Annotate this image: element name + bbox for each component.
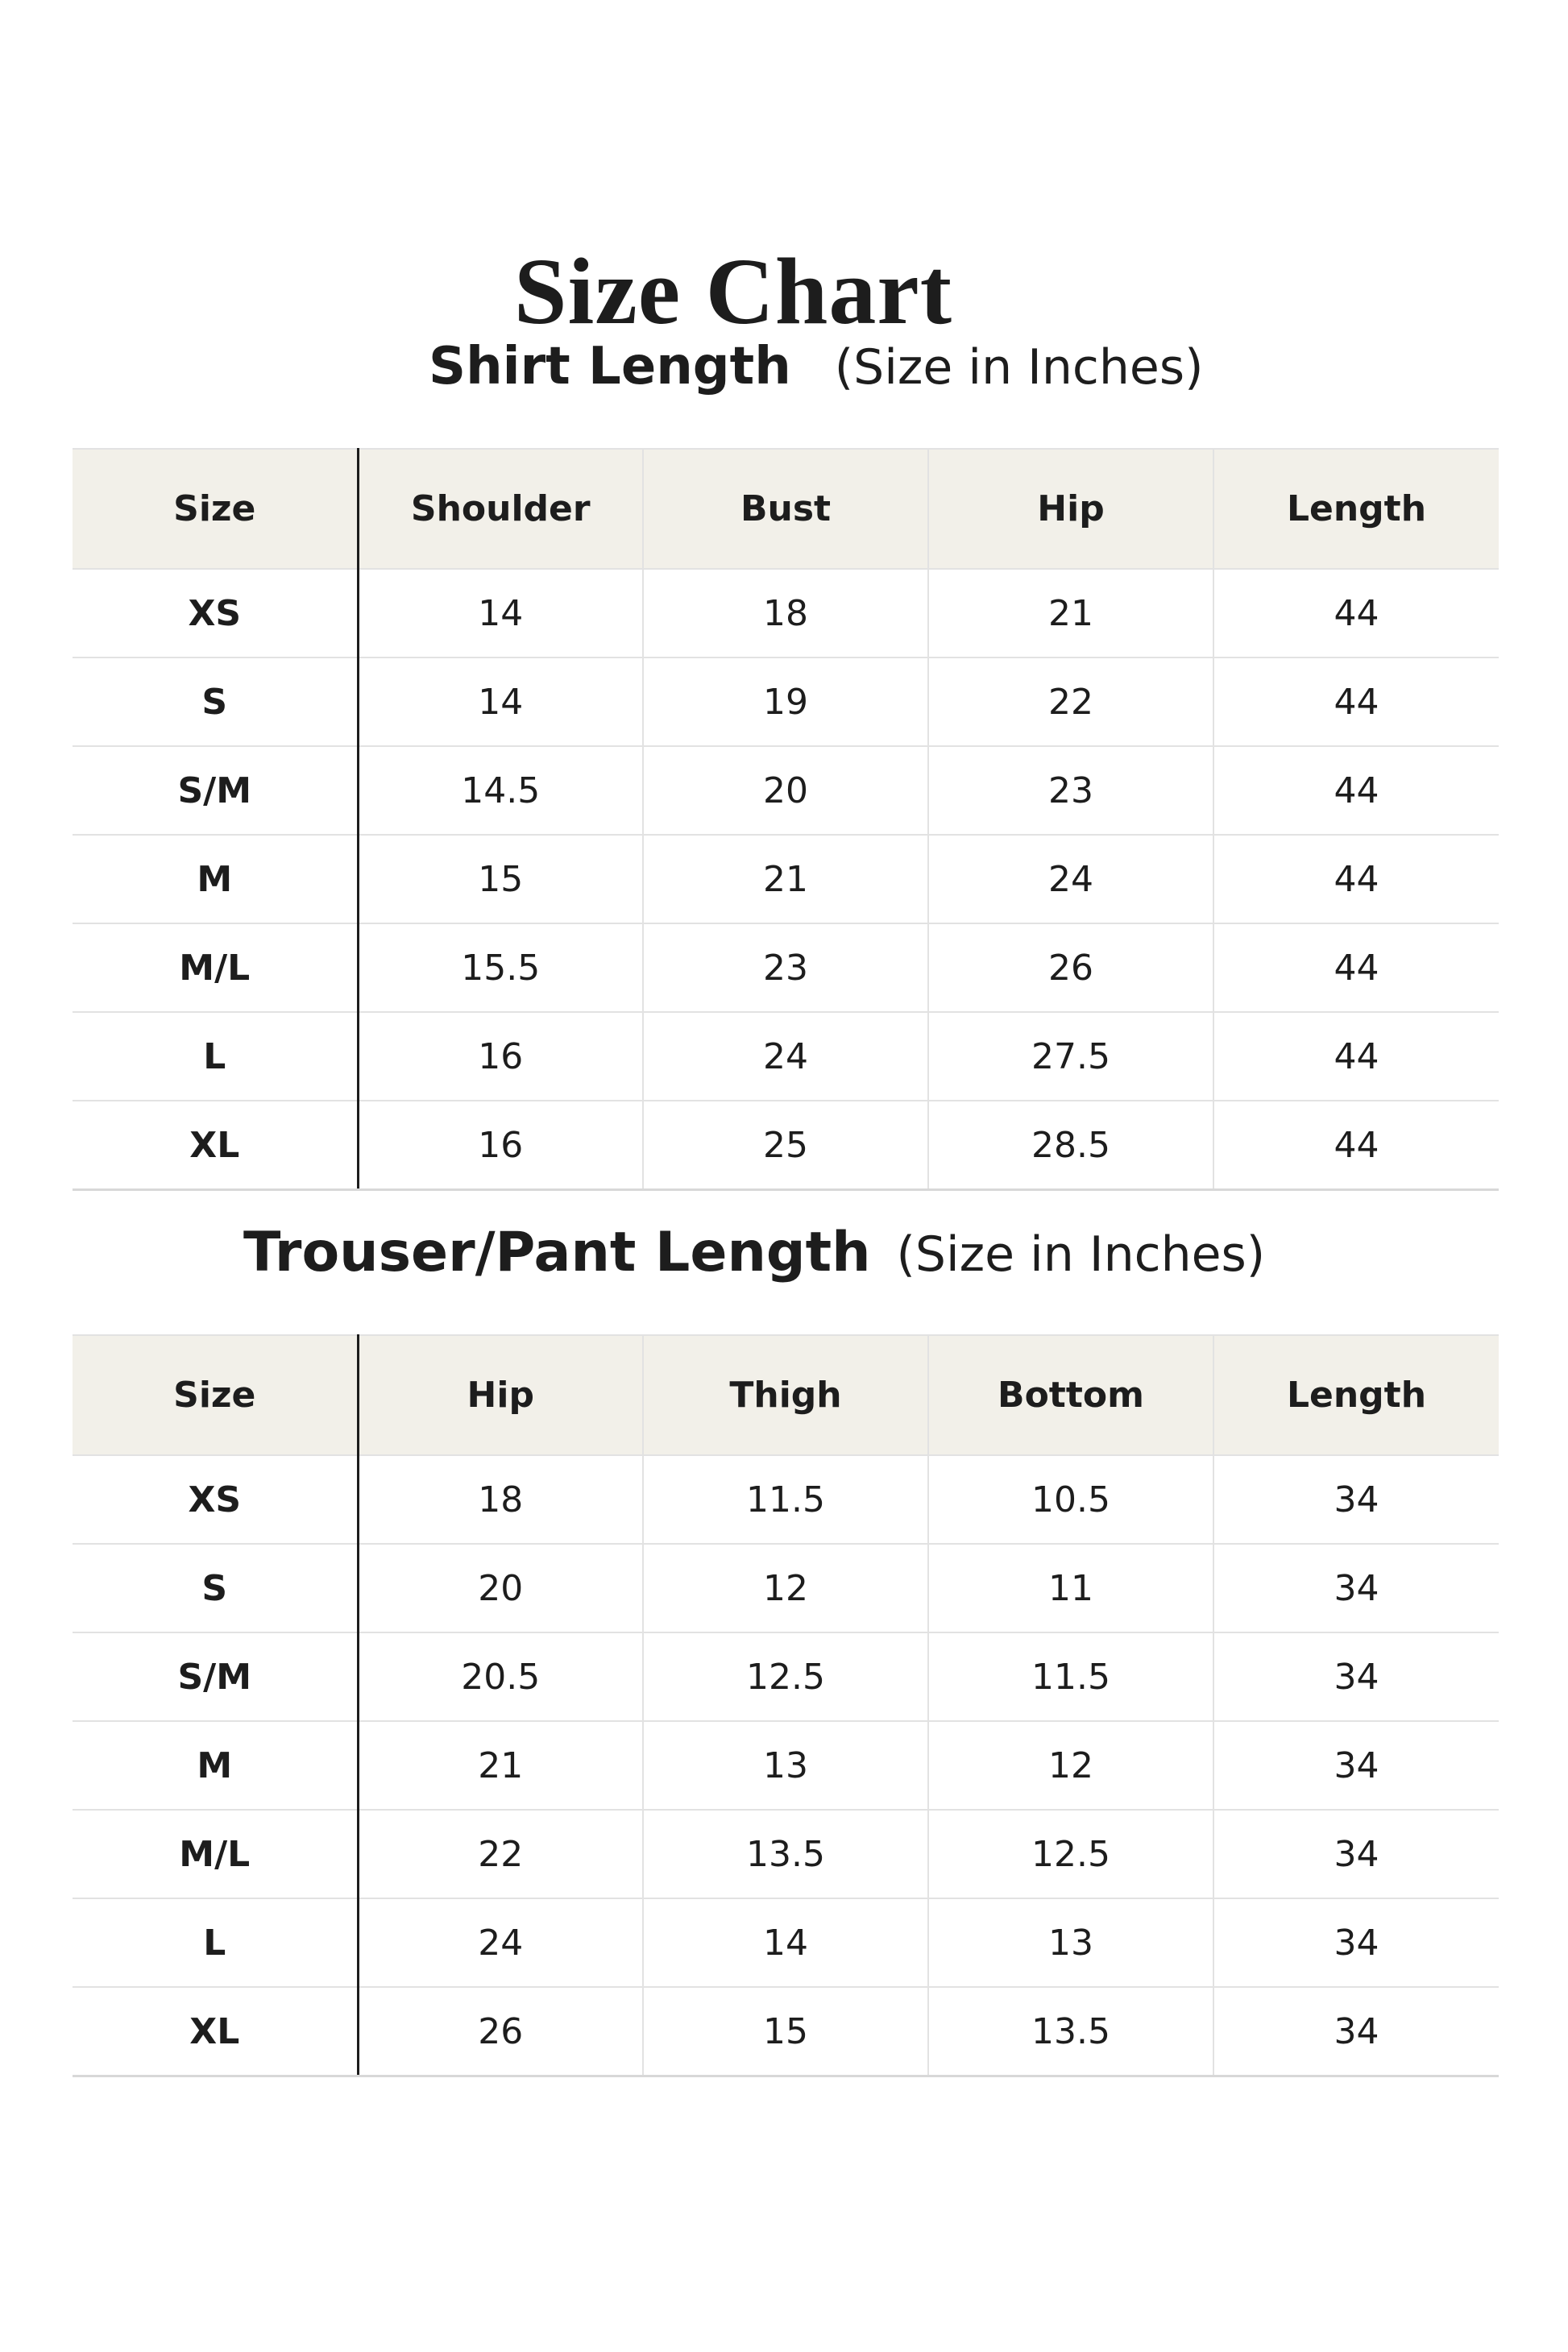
bust-cell: 23 <box>643 923 928 1012</box>
hip-cell: 26 <box>358 1987 643 2076</box>
page-title: Size Chart <box>513 239 953 344</box>
shirt-section-heading <box>429 337 1203 396</box>
length-cell: 44 <box>1213 1101 1499 1190</box>
bottom-cell: 11 <box>928 1544 1213 1632</box>
size-label-cell: M <box>73 835 358 923</box>
shoulder-cell: 14.5 <box>358 746 643 835</box>
shirt-size-table <box>73 448 1499 1191</box>
bottom-cell: 13.5 <box>928 1987 1213 2076</box>
table-row <box>73 1455 1499 1544</box>
thigh-cell: 13 <box>643 1721 928 1810</box>
size-label-cell: XS <box>73 1455 358 1544</box>
hip-cell: 20 <box>358 1544 643 1632</box>
table-row <box>73 569 1499 657</box>
table-row <box>73 1987 1499 2076</box>
thigh-cell: 12.5 <box>643 1632 928 1721</box>
length-cell: 44 <box>1213 569 1499 657</box>
length-cell: 34 <box>1213 1898 1499 1987</box>
bust-cell: 20 <box>643 746 928 835</box>
table-row <box>73 657 1499 746</box>
hip-cell: 24 <box>928 835 1213 923</box>
bottom-cell: 12.5 <box>928 1810 1213 1898</box>
hip-cell: 26 <box>928 923 1213 1012</box>
length-cell: 34 <box>1213 1810 1499 1898</box>
size-label-cell: S <box>73 1544 358 1632</box>
length-cell: 44 <box>1213 835 1499 923</box>
shoulder-cell: 16 <box>358 1012 643 1101</box>
hip-cell: 23 <box>928 746 1213 835</box>
size-label-cell: XS <box>73 569 358 657</box>
table-row <box>73 1632 1499 1721</box>
hip-cell: 22 <box>928 657 1213 746</box>
length-cell: 34 <box>1213 1721 1499 1810</box>
shirt-heading-title: Shirt Length <box>429 337 791 396</box>
length-cell: 34 <box>1213 1987 1499 2076</box>
table-row <box>73 1012 1499 1101</box>
bottom-cell: 13 <box>928 1898 1213 1987</box>
bust-cell: 18 <box>643 569 928 657</box>
shoulder-cell: 15.5 <box>358 923 643 1012</box>
shoulder-cell: 16 <box>358 1101 643 1190</box>
table-row <box>73 1721 1499 1810</box>
hip-cell: 20.5 <box>358 1632 643 1721</box>
table-row <box>73 835 1499 923</box>
bottom-cell: 11.5 <box>928 1632 1213 1721</box>
table-row <box>73 1101 1499 1190</box>
column-header-thigh: Thigh <box>643 1335 928 1455</box>
hip-cell: 24 <box>358 1898 643 1987</box>
trouser-heading-title: Trouser/Pant Length <box>243 1221 871 1284</box>
size-label-cell: M/L <box>73 1810 358 1898</box>
column-header-size: Size <box>73 1335 358 1455</box>
thigh-cell: 11.5 <box>643 1455 928 1544</box>
column-header-length: Length <box>1213 449 1499 569</box>
column-header-bottom: Bottom <box>928 1335 1213 1455</box>
thigh-cell: 13.5 <box>643 1810 928 1898</box>
hip-cell: 18 <box>358 1455 643 1544</box>
size-label-cell: XL <box>73 1101 358 1190</box>
hip-cell: 27.5 <box>928 1012 1213 1101</box>
shoulder-cell: 15 <box>358 835 643 923</box>
length-cell: 44 <box>1213 1012 1499 1101</box>
size-label-cell: L <box>73 1898 358 1987</box>
shirt-unit-note: (Size in Inches) <box>834 339 1204 396</box>
bust-cell: 25 <box>643 1101 928 1190</box>
table-row <box>73 1898 1499 1987</box>
table-row <box>73 923 1499 1012</box>
thigh-cell: 15 <box>643 1987 928 2076</box>
hip-cell: 28.5 <box>928 1101 1213 1190</box>
length-cell: 44 <box>1213 746 1499 835</box>
size-label-cell: XL <box>73 1987 358 2076</box>
length-cell: 44 <box>1213 657 1499 746</box>
column-header-length: Length <box>1213 1335 1499 1455</box>
column-header-bust: Bust <box>643 449 928 569</box>
size-label-cell: L <box>73 1012 358 1101</box>
table-row <box>73 1544 1499 1632</box>
column-header-hip: Hip <box>358 1335 643 1455</box>
hip-cell: 21 <box>358 1721 643 1810</box>
bottom-cell: 12 <box>928 1721 1213 1810</box>
size-label-cell: M <box>73 1721 358 1810</box>
table-header-row <box>73 1335 1499 1455</box>
bust-cell: 19 <box>643 657 928 746</box>
length-cell: 34 <box>1213 1455 1499 1544</box>
thigh-cell: 12 <box>643 1544 928 1632</box>
size-label-cell: S/M <box>73 746 358 835</box>
size-label-cell: S <box>73 657 358 746</box>
column-header-size: Size <box>73 449 358 569</box>
size-label-cell: S/M <box>73 1632 358 1721</box>
column-header-hip: Hip <box>928 449 1213 569</box>
thigh-cell: 14 <box>643 1898 928 1987</box>
table-header-row <box>73 449 1499 569</box>
shoulder-cell: 14 <box>358 657 643 746</box>
table-row <box>73 1810 1499 1898</box>
trouser-section-heading <box>243 1221 1265 1284</box>
bust-cell: 24 <box>643 1012 928 1101</box>
bust-cell: 21 <box>643 835 928 923</box>
hip-cell: 21 <box>928 569 1213 657</box>
column-header-shoulder: Shoulder <box>358 449 643 569</box>
length-cell: 44 <box>1213 923 1499 1012</box>
length-cell: 34 <box>1213 1544 1499 1632</box>
size-label-cell: M/L <box>73 923 358 1012</box>
trouser-unit-note: (Size in Inches) <box>896 1226 1266 1283</box>
table-row <box>73 746 1499 835</box>
bottom-cell: 10.5 <box>928 1455 1213 1544</box>
trouser-size-table <box>73 1334 1499 2077</box>
shoulder-cell: 14 <box>358 569 643 657</box>
length-cell: 34 <box>1213 1632 1499 1721</box>
hip-cell: 22 <box>358 1810 643 1898</box>
